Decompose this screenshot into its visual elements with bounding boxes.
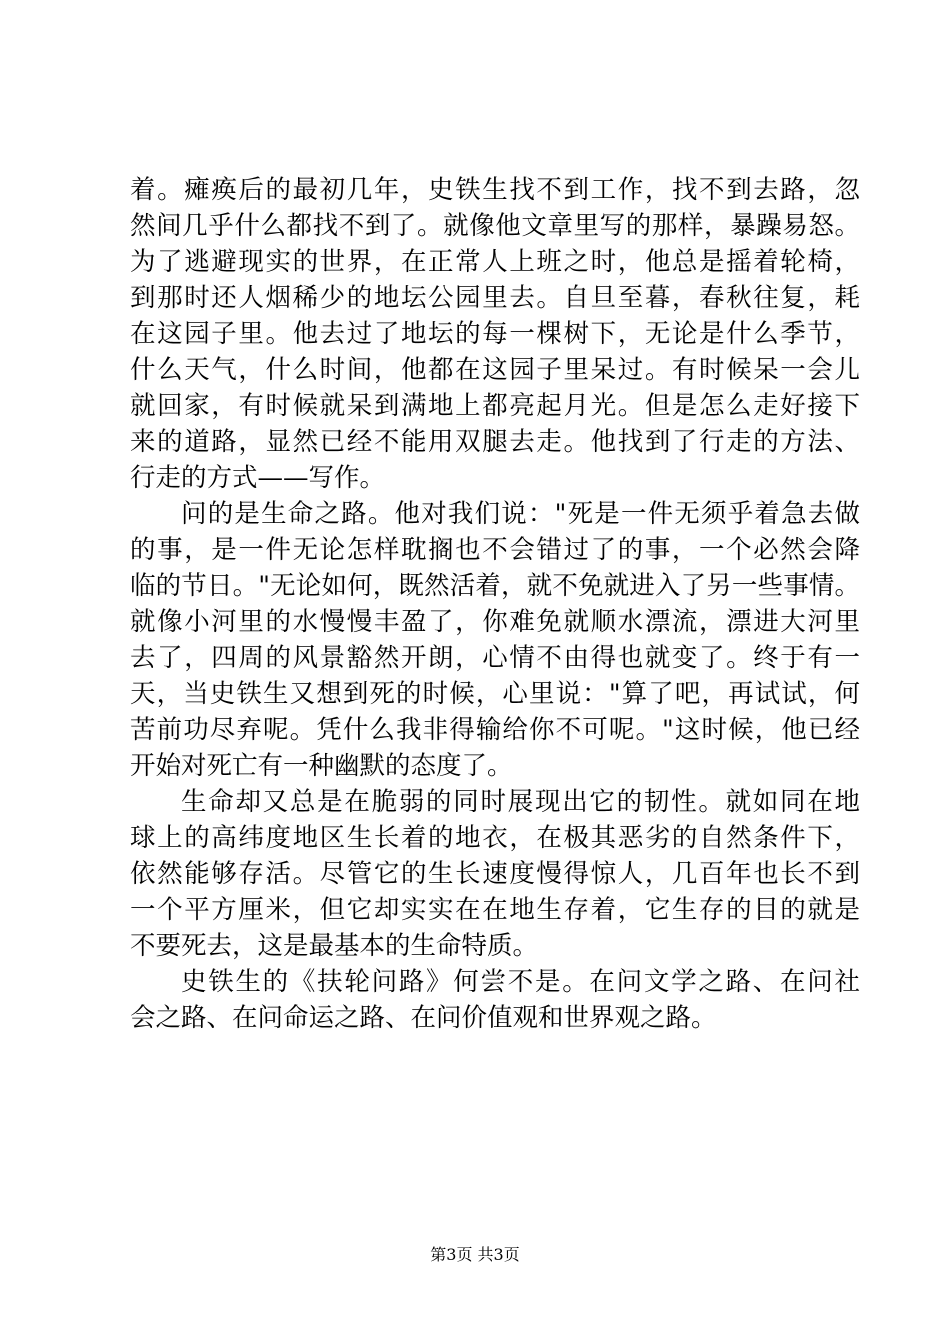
text-line: 在这园子里。他去过了地坛的每一棵树下，无论是什么季节， xyxy=(130,319,860,349)
text-line: 不要死去，这是最基本的生命特质。 xyxy=(130,931,539,961)
text-line: 来的道路，显然已经不能用双腿去走。他找到了行走的方法、 xyxy=(130,427,860,457)
text-line: 开始对死亡有一种幽默的态度了。 xyxy=(130,751,513,781)
text-line: 什么天气，什么时间，他都在这园子里呆过。有时候呆一会儿 xyxy=(130,355,860,385)
paragraph xyxy=(130,784,860,964)
text-line: 问的是生命之路。他对我们说："死是一件无须乎着急去做 xyxy=(181,499,860,529)
text-line: 天，当史铁生又想到死的时候，心里说："算了吧，再试试，何 xyxy=(130,679,860,709)
text-line: 一个平方厘米，但它却实实在在地生存着，它生存的目的就是 xyxy=(130,895,860,925)
document-body xyxy=(130,172,860,1036)
text-line: 着。瘫痪后的最初几年，史铁生找不到工作，找不到去路，忽 xyxy=(130,175,860,205)
text-line: 就回家，有时候就呆到满地上都亮起月光。但是怎么走好接下 xyxy=(130,391,860,421)
paragraph xyxy=(130,496,860,784)
text-line: 去了，四周的风景豁然开朗，心情不由得也就变了。终于有一 xyxy=(130,643,860,673)
text-line: 会之路、在问命运之路、在问价值观和世界观之路。 xyxy=(130,1003,717,1033)
text-line: 就像小河里的水慢慢丰盈了，你难免就顺水漂流，漂进大河里 xyxy=(130,607,860,637)
page-number-footer: 第3页 共3页 xyxy=(430,1245,520,1264)
text-line: 生命却又总是在脆弱的同时展现出它的韧性。就如同在地 xyxy=(181,787,860,817)
text-line: 依然能够存活。尽管它的生长速度慢得惊人，几百年也长不到 xyxy=(130,859,860,889)
text-line: 到那时还人烟稀少的地坛公园里去。自旦至暮，春秋往复，耗 xyxy=(130,283,860,313)
paragraph xyxy=(130,964,860,1036)
text-line: 然间几乎什么都找不到了。就像他文章里写的那样，暴躁易怒。 xyxy=(130,211,860,241)
text-line: 的事，是一件无论怎样耽搁也不会错过了的事，一个必然会降 xyxy=(130,535,860,565)
text-line: 临的节日。"无论如何，既然活着，就不免就进入了另一些事情。 xyxy=(130,571,860,601)
text-line: 行走的方式——写作。 xyxy=(130,463,386,493)
paragraph xyxy=(130,172,860,496)
text-line: 为了逃避现实的世界，在正常人上班之时，他总是摇着轮椅， xyxy=(130,247,860,277)
text-line: 苦前功尽弃呢。凭什么我非得输给你不可呢。"这时候，他已经 xyxy=(130,715,860,745)
text-line: 史铁生的《扶轮问路》何尝不是。在问文学之路、在问社 xyxy=(181,967,860,997)
text-line: 球上的高纬度地区生长着的地衣，在极其恶劣的自然条件下， xyxy=(130,823,860,853)
